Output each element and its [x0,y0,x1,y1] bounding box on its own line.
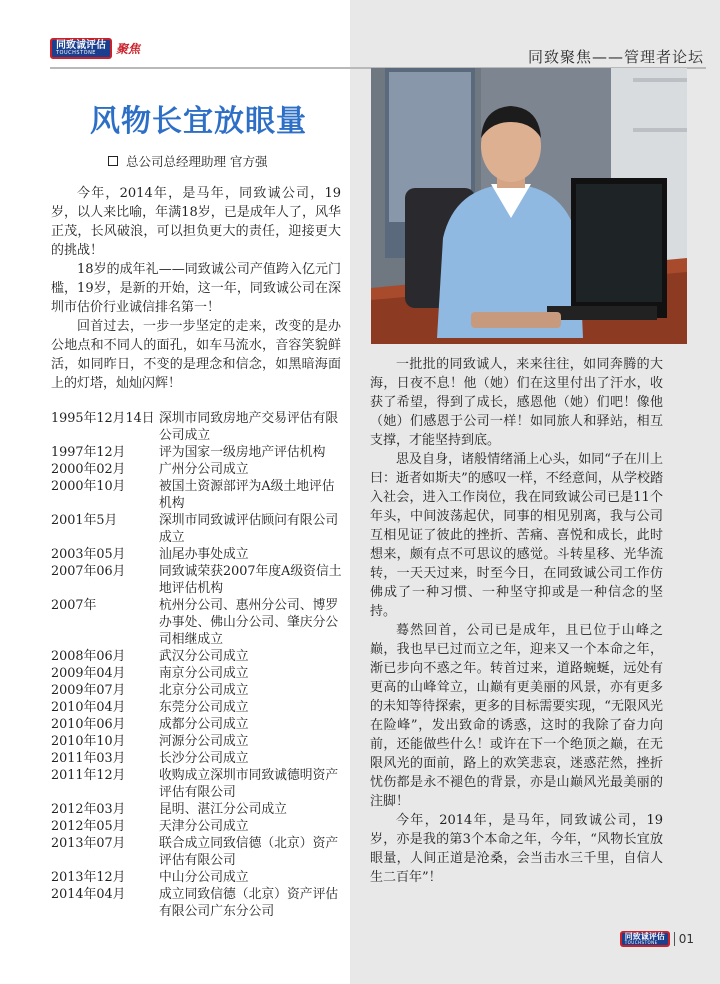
timeline-row [51,801,343,818]
paragraph: 回首过去，一步一步坚定的走来，改变的是办公地点和不同人的面孔，如车马流水，音容笑貌鲜活，如同昨日，不变的是理念和信念，如黑暗海面上的灯塔，灿灿闪辉！ [51,319,341,391]
timeline-event: 杭州分公司、惠州分公司、博罗办事处、佛山分公司、肇庆分公司相继成立 [159,598,339,647]
author-line: 总公司总经理助理 官方强 [126,154,268,169]
timeline-row [51,682,343,699]
timeline-date: 2000年10月 [51,479,126,494]
footer-logo-chinese: 同致诚评估 [624,932,665,941]
timeline-event: 深圳市同致诚评估顾问有限公司成立 [159,513,339,545]
timeline-date: 1995年12月14日 [51,411,155,426]
timeline-row [51,835,343,869]
company-timeline [51,410,343,920]
timeline-row [51,716,343,733]
timeline-date: 2003年05月 [51,547,126,562]
timeline-date: 2009年07月 [51,683,126,698]
timeline-event: 昆明、湛江分公司成立 [159,802,287,817]
timeline-event: 成都分公司成立 [159,717,249,732]
timeline-event: 深圳市同致房地产交易评估有限公司成立 [159,411,339,443]
timeline-event: 联合成立同致信德（北京）资产评估有限公司 [159,836,339,868]
byline [108,152,267,170]
timeline-row [51,563,343,597]
timeline-event: 长沙分公司成立 [159,751,249,766]
timeline-event: 被国土资源部评为A级土地评估机构 [159,479,335,511]
timeline-date: 2010年04月 [51,700,126,715]
article-title: 风物长宜放眼量 [90,104,307,139]
timeline-row [51,665,343,682]
timeline-date: 1997年12月 [51,445,126,460]
timeline-row [51,733,343,750]
magazine-name: 聚焦 [116,42,141,56]
timeline-event: 成立同致信德（北京）资产评估有限公司广东分公司 [159,887,339,919]
timeline-date: 2013年07月 [51,836,126,851]
timeline-event: 天津分公司成立 [159,819,249,834]
timeline-event: 汕尾办事处成立 [159,547,249,562]
footer-divider [674,932,675,946]
timeline-event: 同致诚荣获2007年度A级资信土地评估机构 [159,564,342,596]
right-column-text [370,355,663,887]
timeline-date: 2014年04月 [51,887,126,902]
timeline-date: 2007年 [51,598,97,613]
timeline-row [51,767,343,801]
timeline-event: 广州分公司成立 [159,462,249,477]
timeline-date: 2007年06月 [51,564,126,579]
timeline-row [51,886,343,920]
timeline-row [51,648,343,665]
brand-badge [50,38,112,59]
timeline-row [51,478,343,512]
timeline-row [51,818,343,835]
timeline-event: 武汉分公司成立 [159,649,249,664]
timeline-row [51,444,343,461]
paragraph: 今年，2014年，是马年，同致诚公司，19岁，以人来比喻，年满18岁，已是成年人了，风华正茂，长风破浪，可以担负更大的责任，迎接更大的挑战！ [51,186,341,258]
timeline-event: 北京分公司成立 [159,683,249,698]
timeline-date: 2012年05月 [51,819,126,834]
timeline-row [51,597,343,648]
magazine-logo [50,38,140,59]
timeline-date: 2010年10月 [51,734,126,749]
timeline-date: 2013年12月 [51,870,126,885]
footer-logo-english: TOUCHSTONE [624,940,658,945]
timeline-date: 2011年12月 [51,768,126,783]
timeline-date: 2012年03月 [51,802,126,817]
logo-english-name: TOUCHSTONE [56,50,96,56]
timeline-row [51,869,343,886]
paragraph: 思及自身，诸般情绪涌上心头，如同“子在川上曰：逝者如斯夫”的感叹一样，不经意间，从学校踏入社会，进入工作岗位，我在同致诚公司已是11个年头，中间波荡起伏，同事的相见别离，我与公司互相见证了彼此的挫折、苦痛、喜悦和成长，此时想来，颇有点不可思议的感觉。斗转星移、光华流转，一天天过来，时至今日，在同致诚公司工作仿佛成了一种习惯、一种坚守抑或是一种信念的坚持。 [370,452,663,619]
timeline-event: 南京分公司成立 [159,666,249,681]
timeline-date: 2010年06月 [51,717,126,732]
timeline-row [51,699,343,716]
page-footer [620,931,694,947]
timeline-row [51,461,343,478]
timeline-date: 2008年06月 [51,649,126,664]
timeline-event: 收购成立深圳市同致诚德明资产评估有限公司 [159,768,339,800]
timeline-event: 河源分公司成立 [159,734,249,749]
square-bullet-icon [108,156,118,166]
paragraph: 一批批的同致诚人，来来往往，如同奔腾的大海，日夜不息！他（她）们在这里付出了汗水，收获了希望，得到了成长，感恩他（她）们吧！像他（她）们感恩于公司一样！如同旅人和驿站，相互支撑，才能坚持到底。 [370,357,663,448]
timeline-row [51,410,343,444]
timeline-event: 东莞分公司成立 [159,700,249,715]
paragraph: 蓦然回首，公司已是成年，且已位于山峰之巅，我也早已过而立之年，迎来又一个本命之年，渐已步向不惑之年。转首过来，道路蜿蜒，远处有更高的山峰耸立，山巅有更美丽的风景，亦有更多的未知等待探索，更多的目标需要实现，“无限风光在险峰”，发出致命的诱惑，这时的我除了奋力向前，还能做些什么！或许在下一个绝顶之巅，在无限风光的面前，路上的欢笑悲哀，迷惑茫然，挫折忧伤都是永不褪色的背景，亦是山巅风光最美丽的注脚！ [370,623,663,809]
timeline-row [51,546,343,563]
timeline-event: 中山分公司成立 [159,870,249,885]
timeline-row [51,750,343,767]
timeline-event: 评为国家一级房地产评估机构 [159,445,326,460]
timeline-date: 2009年04月 [51,666,126,681]
timeline-date: 2011年03月 [51,751,126,766]
footer-brand-badge [620,931,670,947]
timeline-row [51,512,343,546]
timeline-date: 2000年02月 [51,462,126,477]
paragraph: 今年，2014年，是马年，同致诚公司，19岁，亦是我的第3个本命之年，今年，“风物长宜放眼量，人间正道是沧桑，会当击水三千里，自信人生二百年”！ [370,813,663,885]
page-number: 01 [678,932,694,946]
paragraph: 18岁的成年礼——同致诚公司产值跨入亿元门槛，19岁，是新的开始，这一年，同致诚公司在深圳市估价行业诚信排名第一！ [51,262,341,315]
column-title: 同致聚焦——管理者论坛 [527,48,704,66]
timeline-date: 2001年5月 [51,513,118,528]
left-column-text [51,184,341,393]
author-photo [371,68,687,344]
logo-chinese-name: 同致诚评估 [56,40,106,51]
